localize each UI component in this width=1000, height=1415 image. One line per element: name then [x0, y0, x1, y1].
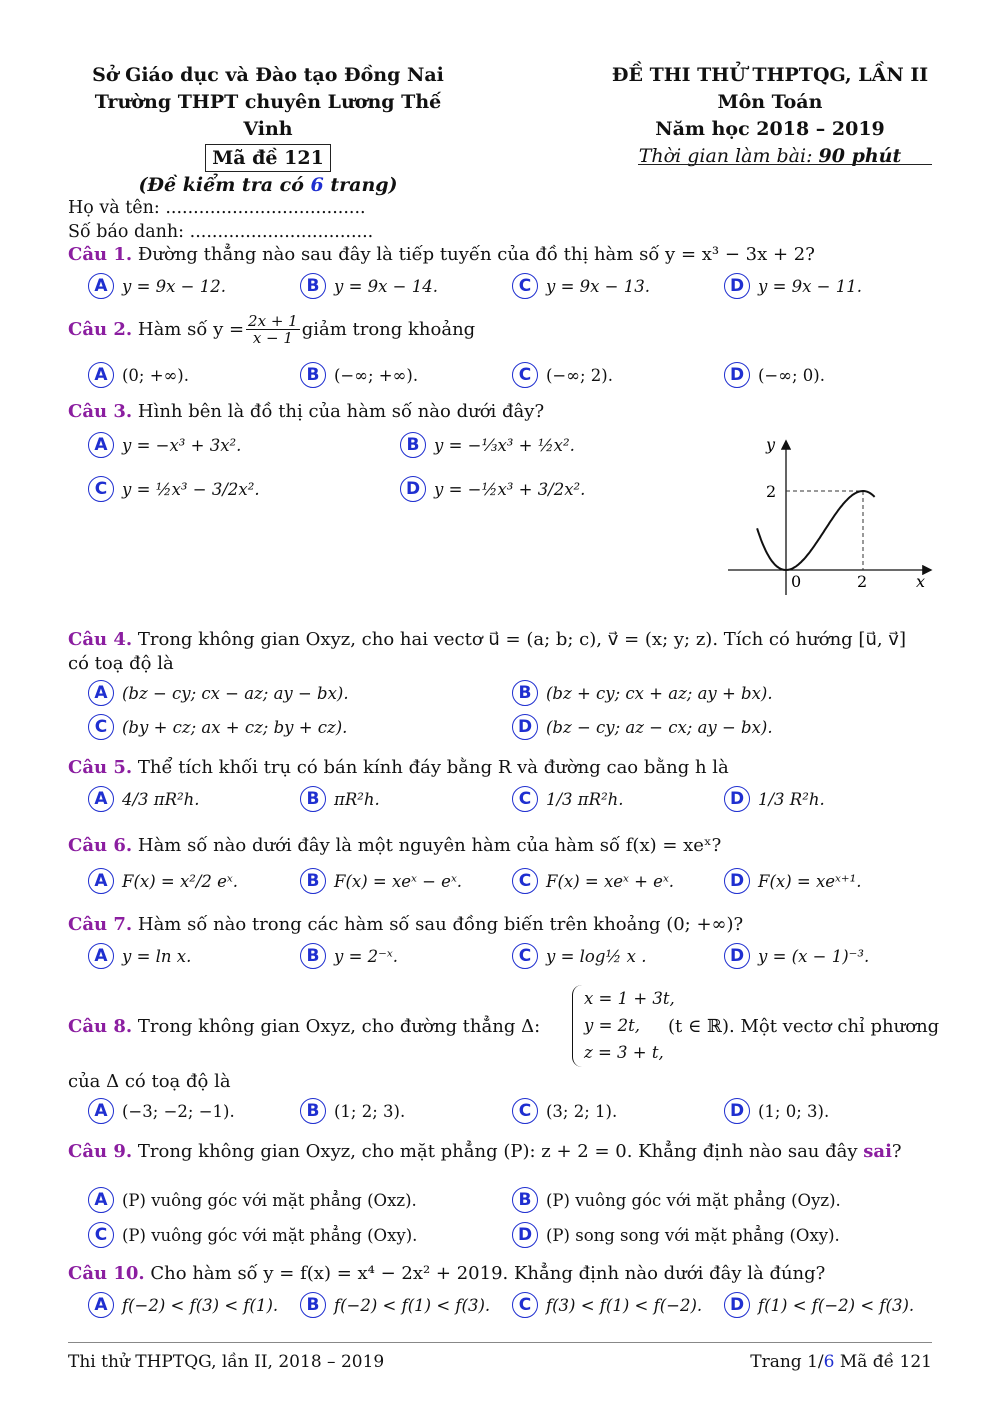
- q5-option-d[interactable]: D 1/3 R²h.: [724, 786, 825, 812]
- question-4: Câu 4. Trong không gian Oxyz, cho hai vectơ u⃗ = (a; b; c), v⃗ = (x; y; z). Tích có hướng [u⃗, v⃗] có toạ độ là: [68, 629, 906, 674]
- footer-rule: [68, 1342, 932, 1343]
- q4-option-a[interactable]: A (bz − cy; cx − az; ay − bx).: [88, 680, 349, 706]
- sbd-field-label: Số báo danh: .................................: [68, 222, 374, 242]
- q1-option-a[interactable]: A y = 9x − 12.: [88, 273, 226, 299]
- q1-option-b[interactable]: B y = 9x − 14.: [300, 273, 438, 299]
- time-limit: Thời gian làm bài: 90 phút: [638, 145, 902, 167]
- question-7: Câu 7. Hàm số nào trong các hàm số sau đồng biến trên khoảng (0; +∞)?: [68, 914, 744, 935]
- name-field-label: Họ và tên: ....................................: [68, 198, 366, 218]
- header-rule: [638, 164, 932, 165]
- q7-option-c[interactable]: C y = log½ x .: [512, 943, 646, 969]
- q9-option-c[interactable]: C (P) vuông góc với mặt phẳng (Oxy).: [88, 1222, 417, 1248]
- q7-option-d[interactable]: D y = (x − 1)⁻³.: [724, 943, 869, 969]
- q6-option-a[interactable]: A F(x) = x²/2 eˣ.: [88, 868, 238, 894]
- q5-option-b[interactable]: B πR²h.: [300, 786, 380, 812]
- q5-option-c[interactable]: C 1/3 πR²h.: [512, 786, 624, 812]
- question-1: Câu 1. Đường thẳng nào sau đây là tiếp tuyến của đồ thị hàm số y = x³ − 3x + 2?: [68, 244, 815, 265]
- question-9: Câu 9. Trong không gian Oxyz, cho mặt phẳng (P): z + 2 = 0. Khẳng định nào sau đây sai?: [68, 1141, 902, 1162]
- x-axis-label: x: [916, 572, 926, 591]
- q4-option-c[interactable]: C (by + cz; ax + cz; by + cz).: [88, 714, 347, 740]
- q4-option-b[interactable]: B (bz + cy; cx + az; ay + bx).: [512, 680, 773, 706]
- q4-option-d[interactable]: D (bz − cy; az − cx; ay − bx).: [512, 714, 773, 740]
- question-8-cont: của Δ có toạ độ là: [68, 1071, 231, 1092]
- question-10: Câu 10. Cho hàm số y = f(x) = x⁴ − 2x² + 2019. Khẳng định nào dưới đây là đúng?: [68, 1263, 826, 1284]
- question-8: Câu 8. Trong không gian Oxyz, cho đường thẳng Δ:: [68, 1016, 541, 1037]
- q9-option-b[interactable]: B (P) vuông góc với mặt phẳng (Oyz).: [512, 1187, 841, 1213]
- question-5: Câu 5. Thể tích khối trụ có bán kính đáy bằng R và đường cao bằng h là: [68, 757, 729, 778]
- question-6: Câu 6. Hàm số nào dưới đây là một nguyên hàm của hàm số f(x) = xeˣ?: [68, 835, 722, 856]
- y-tick-2: 2: [766, 482, 777, 501]
- q10-option-a[interactable]: A f(−2) < f(3) < f(1).: [88, 1292, 278, 1318]
- q6-option-d[interactable]: D F(x) = xeˣ⁺¹.: [724, 868, 861, 894]
- y-axis-label: y: [766, 435, 776, 454]
- q3-option-c[interactable]: C y = ½x³ − 3/2x².: [88, 476, 260, 502]
- q2-option-a[interactable]: A (0; +∞).: [88, 362, 189, 388]
- q10-option-b[interactable]: B f(−2) < f(1) < f(3).: [300, 1292, 490, 1318]
- graph-curve: [757, 491, 875, 570]
- q9-option-d[interactable]: D (P) song song với mặt phẳng (Oxy).: [512, 1222, 840, 1248]
- q3-option-a[interactable]: A y = −x³ + 3x².: [88, 432, 241, 458]
- footer-left: Thi thử THPTQG, lần II, 2018 – 2019: [68, 1352, 385, 1372]
- school-year: Năm học 2018 – 2019: [655, 118, 885, 140]
- exam-code-box: Mã đề 121: [205, 144, 331, 172]
- x-tick-2: 2: [857, 572, 868, 591]
- q7-option-a[interactable]: A y = ln x.: [88, 943, 191, 969]
- q8-option-b[interactable]: B (1; 2; 3).: [300, 1098, 405, 1124]
- header-left: [68, 62, 468, 199]
- footer-page: Trang 1/6 Mã đề 121: [750, 1352, 932, 1372]
- x-tick-0: 0: [791, 572, 802, 591]
- q8-option-c[interactable]: C (3; 2; 1).: [512, 1098, 617, 1124]
- question-3: Câu 3. Hình bên là đồ thị của hàm số nào dưới đây?: [68, 401, 545, 422]
- q1-option-c[interactable]: C y = 9x − 13.: [512, 273, 650, 299]
- q6-option-c[interactable]: C F(x) = xeˣ + eˣ.: [512, 868, 674, 894]
- school-name: Trường THPT chuyên Lương Thế Vinh: [94, 91, 442, 140]
- subject: Môn Toán: [717, 91, 823, 113]
- q8-param: (t ∈ ℝ). Một vectơ chỉ phương: [668, 1016, 940, 1037]
- q10-option-d[interactable]: D f(1) < f(−2) < f(3).: [724, 1292, 914, 1318]
- q5-option-a[interactable]: A 4/3 πR²h.: [88, 786, 200, 812]
- q2-option-b[interactable]: B (−∞; +∞).: [300, 362, 418, 388]
- dept-name: Sở Giáo dục và Đào tạo Đồng Nai: [92, 64, 444, 86]
- q2-fraction: $\frac{2x + 1}{x - 1}$: [248, 312, 298, 347]
- q8-option-d[interactable]: D (1; 0; 3).: [724, 1098, 829, 1124]
- pages-note: (Đề kiểm tra có 6 trang): [138, 174, 398, 196]
- exam-title: ĐỀ THI THỬ THPTQG, LẦN II: [611, 64, 929, 86]
- q2-option-d[interactable]: D (−∞; 0).: [724, 362, 825, 388]
- q3-option-d[interactable]: D y = −½x³ + 3/2x².: [400, 476, 585, 502]
- q8-system: x = 1 + 3t, y = 2t, z = 3 + t,: [584, 989, 675, 1062]
- q2-option-c[interactable]: C (−∞; 2).: [512, 362, 613, 388]
- q7-option-b[interactable]: B y = 2⁻ˣ.: [300, 943, 398, 969]
- q3-option-b[interactable]: B y = −⅓x³ + ½x².: [400, 432, 575, 458]
- q9-option-a[interactable]: A (P) vuông góc với mặt phẳng (Oxz).: [88, 1187, 417, 1213]
- question-2: Câu 2. Hàm số y = $\frac{2x + 1}{x - 1}$ giảm trong khoảng: [68, 312, 476, 347]
- q3-graph: [720, 430, 940, 600]
- q8-option-a[interactable]: A (−3; −2; −1).: [88, 1098, 235, 1124]
- header-right: [600, 62, 940, 170]
- q10-option-c[interactable]: C f(3) < f(1) < f(−2).: [512, 1292, 702, 1318]
- q6-option-b[interactable]: B F(x) = xeˣ − eˣ.: [300, 868, 462, 894]
- q1-option-d[interactable]: D y = 9x − 11.: [724, 273, 862, 299]
